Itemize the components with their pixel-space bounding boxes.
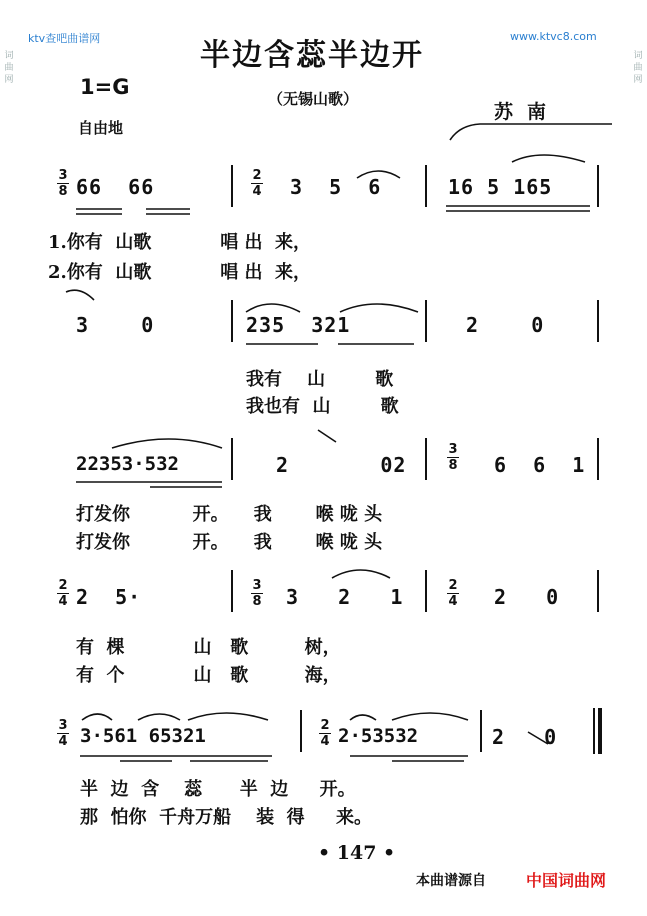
notes-row5-m1: 3·561 65321 xyxy=(80,725,206,747)
side-watermark-right: 词曲网 xyxy=(633,51,643,85)
notes-row4-m3: 2 0 xyxy=(494,585,560,609)
notes-row5-m2: 2·53532 xyxy=(338,725,419,747)
time-signature: 3 8 xyxy=(58,168,68,199)
side-watermark-left: 词曲网 xyxy=(4,51,14,85)
notes-row4-m2: 3 2 1 xyxy=(286,585,404,609)
song-title: 半边含蕊半边开 xyxy=(200,38,424,73)
lyrics-verse2: 我也有 山 歌 xyxy=(246,396,399,417)
watermark-left: ktv查吧曲谱网 xyxy=(28,32,101,45)
region-label: 苏南 xyxy=(494,101,561,123)
notes-row1-m2: 3 5 6 xyxy=(290,175,382,199)
song-subtitle: （无锡山歌） xyxy=(268,90,359,108)
time-signature: 3 4 xyxy=(58,718,68,749)
time-signature: 3 8 xyxy=(448,442,458,473)
notes-row3-m3: 6 6 1 xyxy=(494,453,586,477)
lyrics-verse1: 打发你 开。 我 喉 咙 头 xyxy=(76,504,383,525)
notes-row1-m3: 16 5 165 xyxy=(448,175,553,199)
lyrics-verse2: 那 怕你 千舟万船 装 得 来。 xyxy=(80,807,372,828)
notes-row3-m2: 2 02 xyxy=(276,453,407,477)
time-signature: 2 4 xyxy=(58,578,68,609)
notes-row1-m1: 66 66 xyxy=(76,175,155,199)
notes-row4-m1: 2 5· xyxy=(76,585,142,609)
source-site-logo: 中国词曲网 xyxy=(526,871,607,890)
source-label: 本曲谱源自 xyxy=(416,873,486,889)
page-number: • 147 • xyxy=(318,842,396,864)
lyrics-verse2: 打发你 开。 我 喉 咙 头 xyxy=(76,532,383,553)
lyrics-verse1: 我有 山 歌 xyxy=(246,369,394,390)
time-signature: 2 4 xyxy=(320,718,330,749)
tempo-marking: 自由地 xyxy=(78,119,124,137)
notes-row5-m3: 2 0 xyxy=(492,725,558,749)
lyrics-verse2: 有 个 山 歌 海， xyxy=(76,665,341,686)
time-signature: 2 4 xyxy=(448,578,458,609)
lyrics-verse2: 2.你有 山歌 唱 出 来， xyxy=(48,262,312,283)
notes-row2-m1: 3 0 xyxy=(76,313,155,337)
time-signature: 3 8 xyxy=(252,578,262,609)
notes-row2-m2: 235 321 xyxy=(246,313,351,337)
lyrics-verse1: 有 棵 山 歌 树， xyxy=(76,637,341,658)
watermark-right: www.ktvc8.com xyxy=(510,30,597,43)
notes-row2-m3: 2 0 xyxy=(466,313,545,337)
time-signature: 2 4 xyxy=(252,168,262,199)
lyrics-verse1: 1.你有 山歌 唱 出 来， xyxy=(48,232,312,253)
key-signature: 1=G xyxy=(80,75,130,99)
notes-row3-m1: 22353·532 xyxy=(76,453,179,475)
lyrics-verse1: 半 边 含 蕊 半 边 开。 xyxy=(80,779,356,800)
